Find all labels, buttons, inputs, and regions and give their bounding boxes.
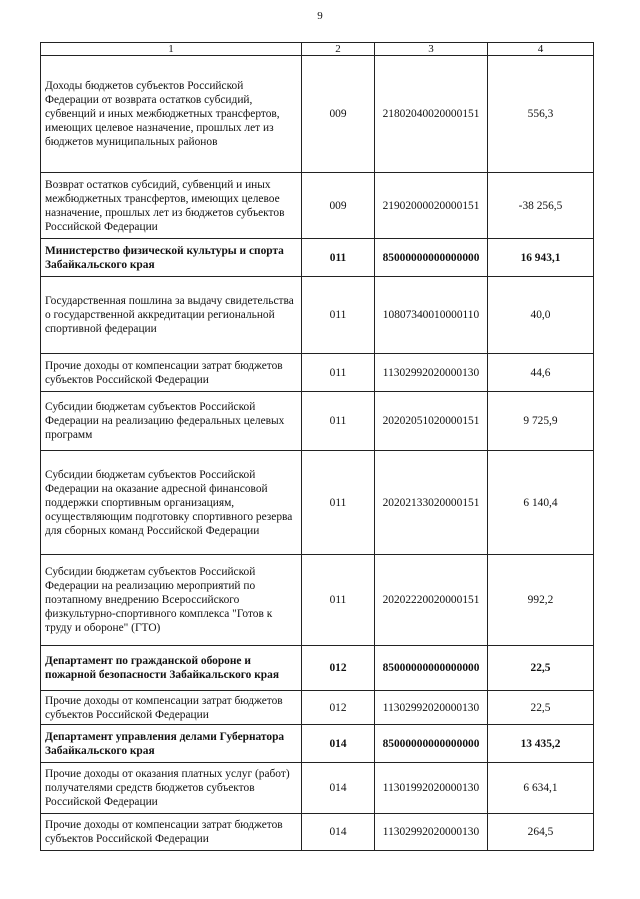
administrator-code: 011 (302, 555, 375, 646)
budget-revenue-table (40, 42, 594, 851)
amount: 6 634,1 (488, 763, 594, 814)
table-row (41, 354, 594, 392)
budget-classification-code: 20202220020000151 (375, 555, 488, 646)
table-row (41, 725, 594, 763)
table-row (41, 277, 594, 354)
administrator-code: 014 (302, 814, 375, 851)
administrator-code: 011 (302, 277, 375, 354)
table-header-row (41, 43, 594, 56)
header-col-4: 4 (488, 43, 594, 56)
revenue-description: Департамент управления делами Губернатора Забайкальского края (41, 725, 302, 763)
amount: 9 725,9 (488, 392, 594, 451)
amount: 22,5 (488, 691, 594, 725)
amount: 264,5 (488, 814, 594, 851)
table-row (41, 814, 594, 851)
budget-classification-code: 20202133020000151 (375, 451, 488, 555)
administrator-code: 011 (302, 239, 375, 277)
budget-classification-code: 11302992020000130 (375, 354, 488, 392)
budget-classification-code: 21902000020000151 (375, 173, 488, 239)
table-row (41, 451, 594, 555)
budget-classification-code: 85000000000000000 (375, 239, 488, 277)
table-row (41, 763, 594, 814)
amount: -38 256,5 (488, 173, 594, 239)
budget-classification-code: 85000000000000000 (375, 646, 488, 691)
revenue-description: Прочие доходы от компенсации затрат бюджетов субъектов Российской Федерации (41, 814, 302, 851)
revenue-description: Департамент по гражданской обороне и пожарной безопасности Забайкальского края (41, 646, 302, 691)
table-row (41, 555, 594, 646)
amount: 6 140,4 (488, 451, 594, 555)
administrator-code: 014 (302, 725, 375, 763)
administrator-code: 011 (302, 354, 375, 392)
budget-classification-code: 11302992020000130 (375, 691, 488, 725)
revenue-description: Субсидии бюджетам субъектов Российской Федерации на реализацию федеральных целевых программ (41, 392, 302, 451)
amount: 556,3 (488, 56, 594, 173)
budget-classification-code: 11302992020000130 (375, 814, 488, 851)
administrator-code: 009 (302, 173, 375, 239)
table-row (41, 239, 594, 277)
revenue-description: Субсидии бюджетам субъектов Российской Федерации на реализацию мероприятий по поэтапному внедрению Всероссийского физкультурно-спортивного комплекса "Готов к труду и обороне" (ГТО) (41, 555, 302, 646)
amount: 13 435,2 (488, 725, 594, 763)
table-row (41, 646, 594, 691)
budget-classification-code: 20202051020000151 (375, 392, 488, 451)
budget-classification-code: 11301992020000130 (375, 763, 488, 814)
amount: 22,5 (488, 646, 594, 691)
revenue-description: Доходы бюджетов субъектов Российской Федерации от возврата остатков субсидий, субвенций и иных межбюджетных трансфертов, имеющих целевое назначение, прошлых лет из бюджетов муниципальных районов (41, 56, 302, 173)
revenue-description: Прочие доходы от оказания платных услуг (работ) получателями средств бюджетов субъектов Российской Федерации (41, 763, 302, 814)
revenue-description: Прочие доходы от компенсации затрат бюджетов субъектов Российской Федерации (41, 691, 302, 725)
table-row (41, 56, 594, 173)
administrator-code: 009 (302, 56, 375, 173)
header-col-2: 2 (302, 43, 375, 56)
revenue-description: Министерство физической культуры и спорта Забайкальского края (41, 239, 302, 277)
amount: 44,6 (488, 354, 594, 392)
amount: 16 943,1 (488, 239, 594, 277)
revenue-description: Возврат остатков субсидий, субвенций и иных межбюджетных трансфертов, имеющих целевое назначение, прошлых лет из бюджетов субъектов Российской Федерации (41, 173, 302, 239)
amount: 40,0 (488, 277, 594, 354)
page-number: 9 (317, 10, 323, 22)
budget-classification-code: 85000000000000000 (375, 725, 488, 763)
budget-classification-code: 21802040020000151 (375, 56, 488, 173)
administrator-code: 011 (302, 451, 375, 555)
header-col-1: 1 (41, 43, 302, 56)
revenue-description: Субсидии бюджетам субъектов Российской Федерации на оказание адресной финансовой поддержки спортивным организациям, осуществляющим подготовку спортивного резерва для сборных команд Российской Федерации (41, 451, 302, 555)
administrator-code: 012 (302, 691, 375, 725)
administrator-code: 012 (302, 646, 375, 691)
table-row (41, 173, 594, 239)
revenue-description: Прочие доходы от компенсации затрат бюджетов субъектов Российской Федерации (41, 354, 302, 392)
amount: 992,2 (488, 555, 594, 646)
budget-classification-code: 10807340010000110 (375, 277, 488, 354)
table-row (41, 691, 594, 725)
header-col-3: 3 (375, 43, 488, 56)
administrator-code: 014 (302, 763, 375, 814)
table-row (41, 392, 594, 451)
revenue-description: Государственная пошлина за выдачу свидетельства о государственной аккредитации региональной спортивной федерации (41, 277, 302, 354)
administrator-code: 011 (302, 392, 375, 451)
